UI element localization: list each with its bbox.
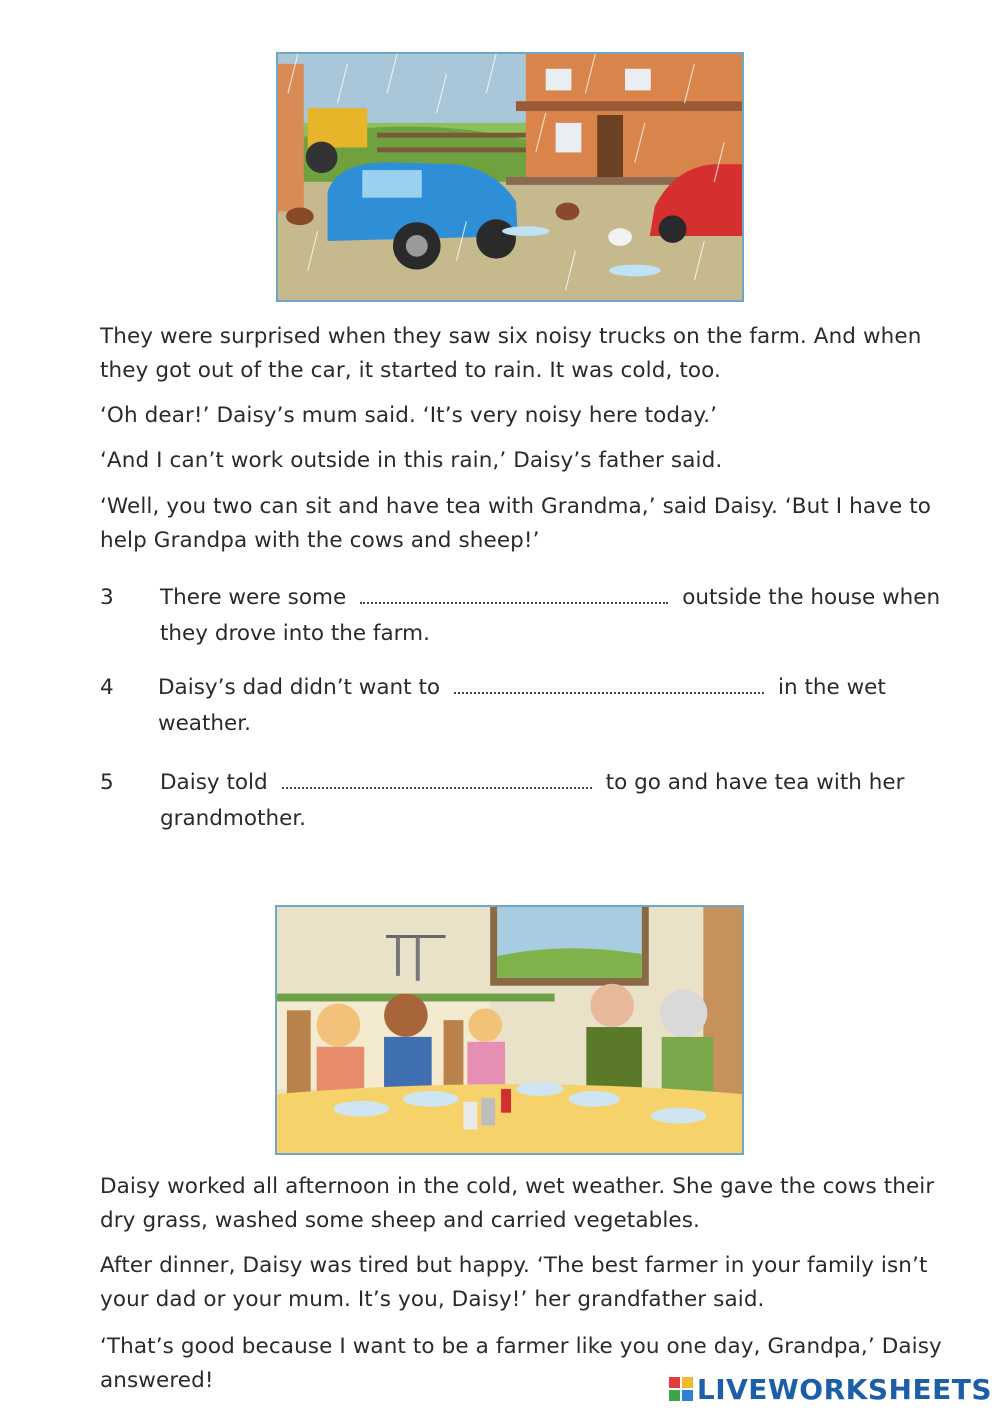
answer-blank-4[interactable] <box>454 674 764 694</box>
question-text-before: Daisy’s dad didn’t want to <box>158 675 441 700</box>
story-paragraph-1: They were surprised when they saw six noisy trucks on the farm. And when they got out of the car, it started to rain. It was cold, too. <box>100 324 922 383</box>
question-4 <box>0 670 1000 742</box>
farm-rain-illustration <box>276 52 744 302</box>
question-text-after: outside the house when <box>682 585 941 610</box>
question-5 <box>0 765 1000 837</box>
question-text-after: in the wet <box>778 675 886 700</box>
answer-blank-5[interactable] <box>282 769 592 789</box>
story-paragraph-2: ‘Oh dear!’ Daisy’s mum said. ‘It’s very noisy here today.’ <box>100 403 718 428</box>
question-text-after: to go and have tea with her <box>605 770 905 795</box>
question-number: 4 <box>100 675 114 700</box>
question-text-line2: grandmother. <box>160 806 307 831</box>
liveworksheets-logo-icon <box>669 1377 693 1401</box>
liveworksheets-logo <box>669 1373 992 1405</box>
question-number: 3 <box>100 585 114 610</box>
story-paragraph-3: ‘And I can’t work outside in this rain,’ Daisy’s father said. <box>100 448 723 473</box>
brand-suffix: WORKSHEETS <box>767 1372 992 1406</box>
story-paragraph-6: After dinner, Daisy was tired but happy. ‘The best farmer in your family isn’t your dad or your mum. It’s you, Daisy!’ her grandfather said. <box>100 1253 928 1312</box>
question-3 <box>0 580 1000 652</box>
story-paragraph-7: ‘That’s good because I want to be a farmer like you one day, Grandpa,’ Daisy answered! <box>100 1334 942 1393</box>
question-text-before: Daisy told <box>160 770 268 795</box>
story-paragraph-4: ‘Well, you two can sit and have tea with Grandma,’ said Daisy. ‘But I have to help Grandpa with the cows and sheep!’ <box>100 494 932 553</box>
answer-blank-3[interactable] <box>360 584 668 604</box>
family-dinner-illustration <box>275 905 744 1155</box>
question-text-line2: they drove into the farm. <box>160 621 430 646</box>
story-paragraph-5: Daisy worked all afternoon in the cold, wet weather. She gave the cows their dry grass, washed some sheep and carried vegetables. <box>100 1174 935 1233</box>
question-text-line2: weather. <box>158 711 251 736</box>
question-text-before: There were some <box>160 585 347 610</box>
brand-prefix: LIVE <box>696 1372 768 1406</box>
question-number: 5 <box>100 770 114 795</box>
